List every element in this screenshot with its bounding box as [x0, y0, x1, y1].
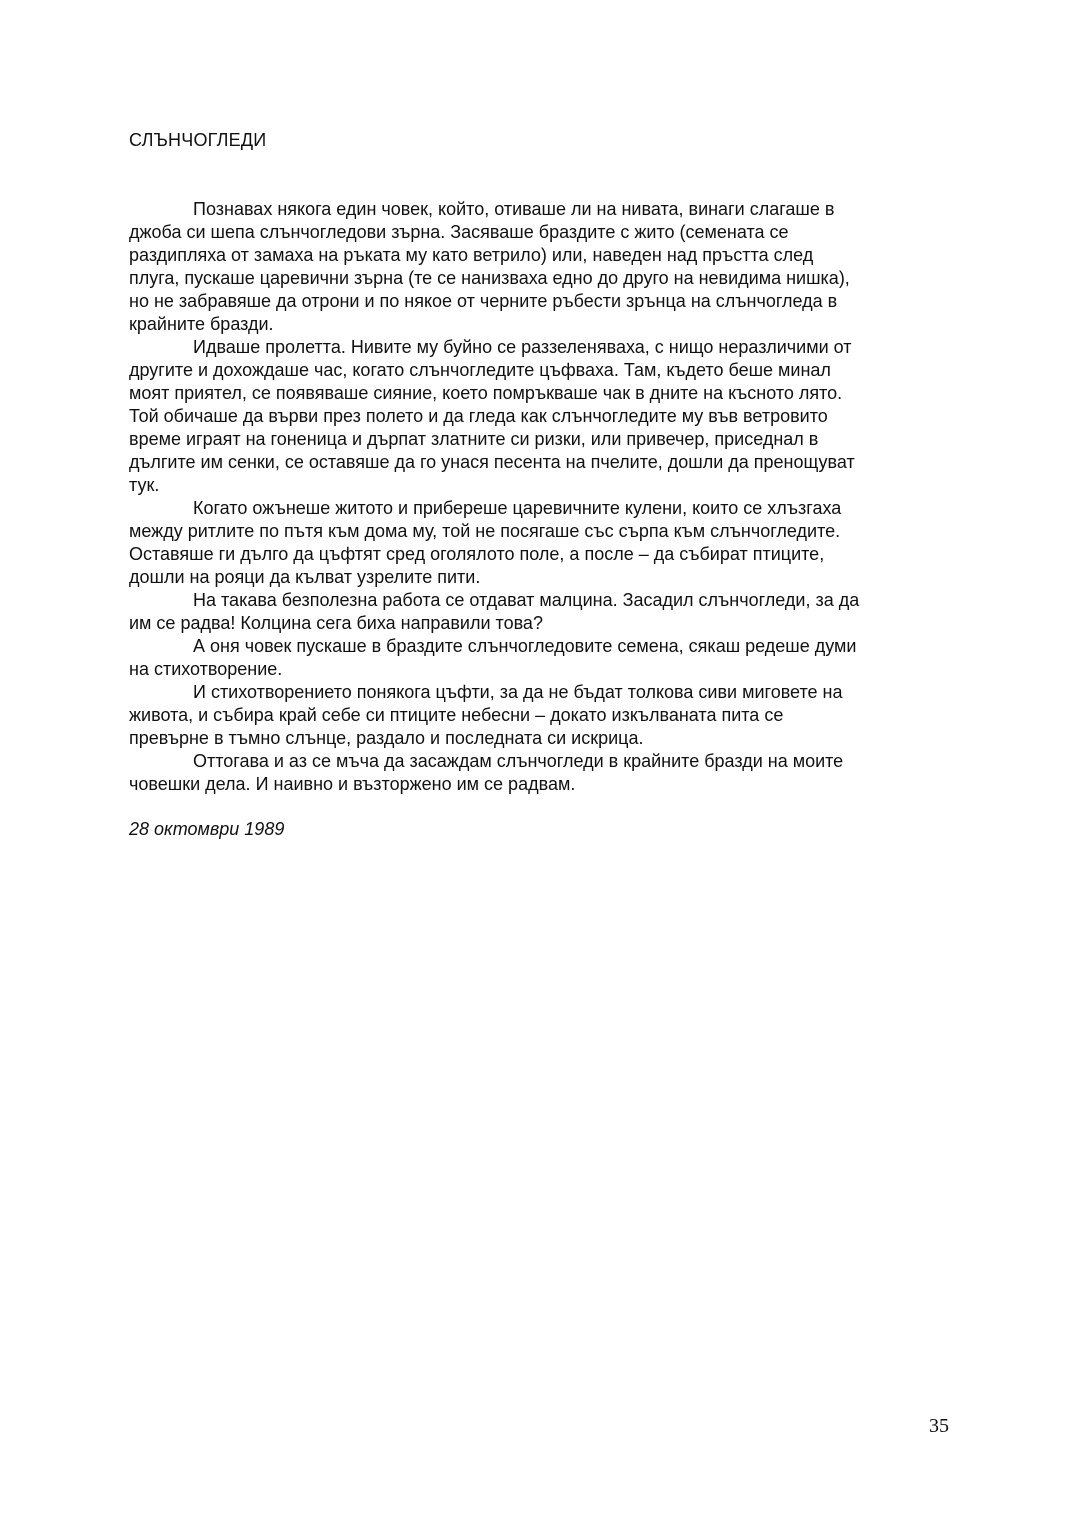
text-line: раздипляха от замаха на ръката му като ветрило) или, наведен над пръстта след — [129, 245, 814, 265]
text-line: живота, и събира край себе си птиците небесни – докато изкълваната пита се — [129, 705, 784, 725]
date-line: 28 октомври 1989 — [129, 819, 285, 839]
text-line: джоба си шепа слънчогледови зърна. Засяваше браздите с жито (семената се — [129, 222, 789, 242]
text-line: човешки дела. И наивно и възторжено им се радвам. — [129, 774, 576, 794]
text-line: На такава безполезна работа се отдават малцина. Засадил слънчогледи, за да — [193, 590, 860, 610]
text-line: А оня човек пускаше в браздите слънчогледовите семена, сякаш редеше думи — [193, 636, 857, 656]
text-line: крайните бразди. — [129, 314, 274, 334]
text-line: Оттогава и аз се мъча да засаждам слънчогледи в крайните бразди на моите — [193, 751, 844, 771]
text-line: другите и дохождаше час, когато слънчогледите цъфваха. Там, където беше минал — [129, 360, 831, 380]
document-title: СЛЪНЧОГЛЕДИ — [129, 130, 267, 150]
text-line: Познавах някога един човек, който, отиваше ли на нивата, винаги слагаше в — [193, 199, 835, 219]
text-line: превърне в тъмно слънце, раздало и последната си искрица. — [129, 728, 644, 748]
text-line: Когато ожънеше житото и прибереше царевичните кулени, които се хлъзгаха — [193, 498, 842, 518]
text-line: време играят на гоненица и дърпат златните си ризки, или привечер, приседнал в — [129, 429, 819, 449]
text-line: на стихотворение. — [129, 659, 283, 679]
text-line: плуга, пускаше царевични зърна (те се нанизваха едно до друго на невидима нишка), — [129, 268, 850, 288]
text-line: И стихотворението понякога цъфти, за да не бъдат толкова сиви миговете на — [193, 682, 843, 702]
text-line: но не забравяше да отрони и по някое от черните ръбести зрънца на слънчогледа в — [129, 291, 838, 311]
text-line: дългите им сенки, се оставяше да го унася песента на пчелите, дошли да пренощуват — [129, 452, 855, 472]
text-line: дошли на рояци да кълват узрелите пити. — [129, 567, 481, 587]
text-line: Той обичаше да върви през полето и да гледа как слънчогледите му във ветровито — [129, 406, 828, 426]
text-line: моят приятел, се появяваше сияние, което помръкваше чак в дните на късното лято. — [129, 383, 843, 403]
body-text — [129, 198, 959, 796]
text-line: Идваше пролетта. Нивите му буйно се раззеленяваха, с нищо неразличими от — [193, 337, 852, 357]
text-line: между ритлите по пътя към дома му, той не посягаше със сърпа към слънчогледите. — [129, 521, 841, 541]
text-line: им се радва! Колцина сега биха направили това? — [129, 613, 543, 633]
text-line: тук. — [129, 475, 160, 495]
page-number: 35 — [929, 1415, 949, 1437]
text-line: Оставяше ги дълго да цъфтят сред оголялото поле, а после – да събират птиците, — [129, 544, 825, 564]
